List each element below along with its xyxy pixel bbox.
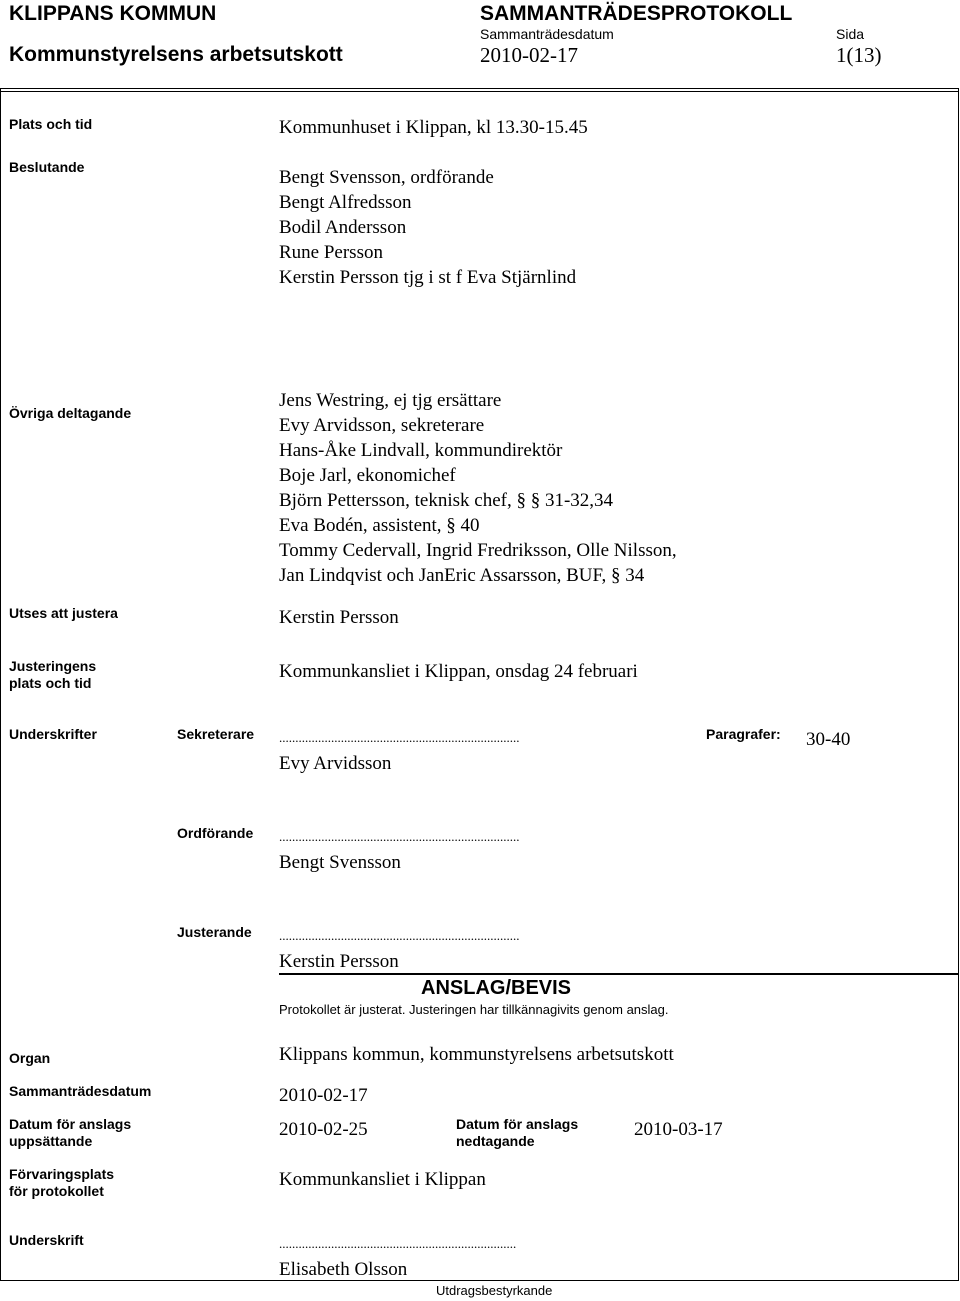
org-name: KLIPPANS KOMMUN — [9, 2, 217, 25]
secretary-signature-line: .......................................................................... — [279, 730, 520, 745]
decision-maker: Bodil Andersson — [279, 217, 407, 238]
storage-value: Kommunkansliet i Klippan — [279, 1169, 486, 1190]
notice-title: ANSLAG/BEVIS — [421, 977, 572, 999]
chair-label: Ordförande — [177, 825, 254, 841]
adjust-place: Kommunkansliet i Klippan, onsdag 24 februari — [279, 661, 638, 682]
notice-date-value: 2010-02-17 — [279, 1085, 368, 1106]
sign-line: ......................................................................... — [279, 1236, 517, 1251]
signer-name: Elisabeth Olsson — [279, 1259, 408, 1280]
adjuster-name: Kerstin Persson — [279, 607, 399, 628]
meeting-date: 2010-02-17 — [480, 43, 578, 67]
adjusting-signature-line: .......................................................................... — [279, 928, 520, 943]
adjuster-label: Utses att justera — [9, 605, 118, 621]
removed-date-value: 2010-03-17 — [634, 1119, 723, 1140]
date-label: Sammanträdesdatum — [480, 26, 614, 42]
paragraphs-value: 30-40 — [806, 729, 851, 750]
participant: Hans-Åke Lindvall, kommundirektör — [279, 440, 563, 461]
posted-date-value: 2010-02-25 — [279, 1119, 368, 1140]
participant: Evy Arvidsson, sekreterare — [279, 415, 485, 436]
participant: Björn Pettersson, teknisk chef, § § 31-32,34 — [279, 490, 614, 511]
page-number: 1(13) — [836, 43, 882, 67]
participant: Eva Bodén, assistent, § 40 — [279, 515, 480, 536]
sign-label: Underskrift — [9, 1232, 84, 1248]
participant: Boje Jarl, ekonomichef — [279, 465, 456, 486]
notice-date-label: Sammanträdesdatum — [9, 1083, 152, 1099]
secretary-label: Sekreterare — [177, 726, 255, 742]
left-border — [0, 88, 1, 1281]
decision-maker: Kerstin Persson tjg i st f Eva Stjärnlind — [279, 267, 577, 288]
decision-maker: Rune Persson — [279, 242, 383, 263]
committee-name: Kommunstyrelsens arbetsutskott — [9, 43, 343, 66]
bottom-rule — [0, 1280, 959, 1281]
footer-text: Utdragsbestyrkande — [436, 1283, 553, 1298]
chair-signature-line: .......................................................................... — [279, 829, 520, 844]
participant: Jens Westring, ej tjg ersättare — [279, 390, 502, 411]
decision-maker: Bengt Alfredsson — [279, 192, 412, 213]
signatures-label: Underskrifter — [9, 726, 97, 742]
page-label: Sida — [836, 26, 865, 42]
decision-maker: Bengt Svensson, ordförande — [279, 167, 494, 188]
place-label: Plats och tid — [9, 116, 93, 132]
participant: Tommy Cedervall, Ingrid Fredriksson, Olle Nilsson, — [279, 540, 677, 561]
adjusting-label: Justerande — [177, 924, 252, 940]
notice-text: Protokollet är justerat. Justeringen har tillkännagivits genom anslag. — [279, 1002, 669, 1017]
document-type: SAMMANTRÄDESPROTOKOLL — [480, 2, 793, 25]
decision-makers-list — [279, 165, 576, 290]
removed-date-label: Datum för anslags nedtagande — [456, 1116, 579, 1149]
header-rule-2 — [0, 91, 959, 92]
adjusting-name: Kerstin Persson — [279, 951, 399, 972]
paragraphs-label: Paragrafer: — [706, 726, 781, 742]
other-participants-list — [279, 388, 677, 588]
decision-makers-label: Beslutande — [9, 159, 85, 175]
meeting-place: Kommunhuset i Klippan, kl 13.30-15.45 — [279, 117, 588, 138]
organ-label: Organ — [9, 1050, 51, 1066]
other-participants-label: Övriga deltagande — [9, 405, 132, 421]
secretary-name: Evy Arvidsson — [279, 753, 392, 774]
header-rule — [0, 88, 959, 89]
posted-date-label: Datum för anslags uppsättande — [9, 1116, 132, 1149]
participant: Jan Lindqvist och JanEric Assarsson, BUF, § 34 — [279, 565, 645, 586]
adjust-place-label: Justeringens plats och tid — [9, 658, 97, 691]
organ-value: Klippans kommun, kommunstyrelsens arbetsutskott — [279, 1044, 674, 1065]
notice-rule — [279, 973, 958, 975]
storage-label: Förvaringsplats för protokollet — [9, 1166, 115, 1199]
right-border — [958, 88, 959, 1281]
chair-name: Bengt Svensson — [279, 852, 401, 873]
